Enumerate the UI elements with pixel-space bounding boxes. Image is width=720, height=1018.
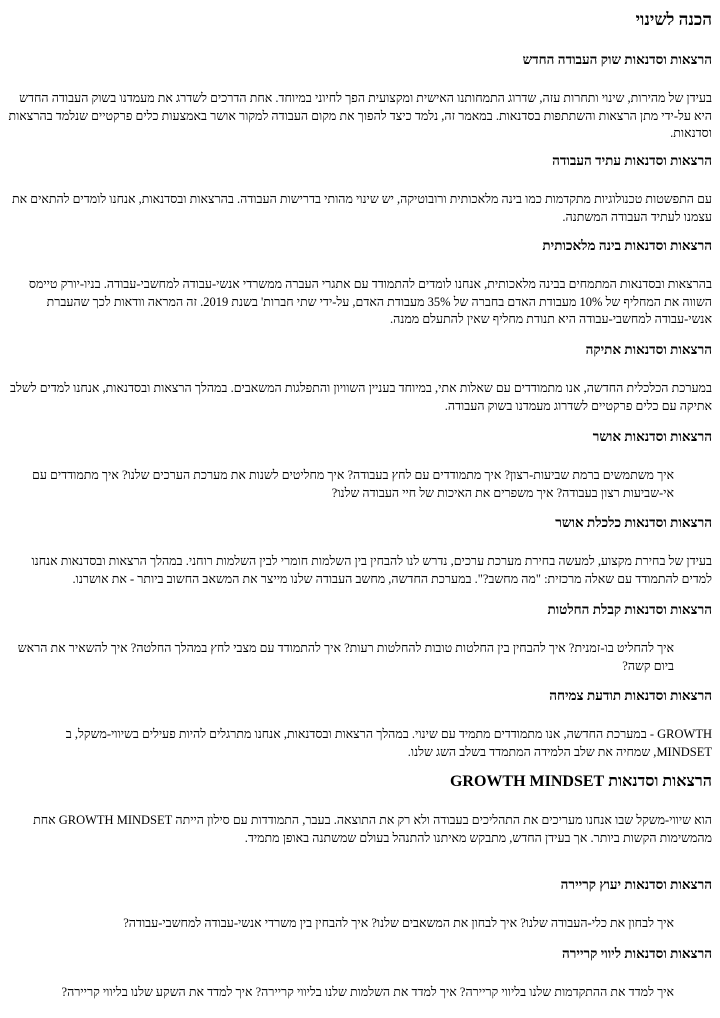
section-growth-mindset (8, 772, 712, 847)
section-body: בעידן של בחירת מקצוע, למעשה בחירת מערכת ערכים, נדרש לנו להבחין בין השלמות חומרי לבין השלמות רוחני. במהלך הרצאות ובסדנאות אנחנו למדים להתמודד עם שאלה מרכזית: "מה מחשב?". במערכת החדשה, מחשב העבודה שלנו מייצר את המשאב החשוב ביותר - את אושרנו. (31, 554, 712, 586)
section-body: במערכת הכלכלית החדשה, אנו מתמודדים עם שאלות אתי, במיוחד בעניין השוויון והתפלגות המשאבים. במהלך הרצאות ובסדנאות, אנחנו למדים לשלב אתיקה עם כלים פרקטיים לשדרוג מעמדנו בשוק העבודה. (10, 381, 712, 413)
section-heading: הרצאות וסדנאות קבלת החלטות (547, 602, 712, 617)
section-growth-awareness (8, 686, 712, 761)
section-heading: הרצאות וסדנאות אתיקה (585, 342, 712, 357)
section-heading: הרצאות וסדנאות עתיד העבודה (552, 153, 712, 168)
section-heading: הרצאות וסדנאות בינה מלאכותית (542, 238, 712, 253)
section-happiness-economy (8, 513, 712, 588)
section-body: איך למדד את ההתקדמות שלנו בליווי קריירה? איך למדד את השלמות שלנו בליווי קריירה? איך למדד את השקע שלנו בליווי קריירה? (61, 985, 674, 999)
section-future-of-work (8, 151, 712, 226)
section-heading: הרצאות וסדנאות יעוץ קריירה (560, 877, 712, 892)
section-body: בהרצאות ובסדנאות המתמחים בבינה מלאכותית, אנחנו לומדים להתמודד עם אתגרי העברה ממשרדי אנשי-עבודה למחשבי-עבודה. בניו-יורק טיימס השווה את המחליף של 10% מעבודת האדם בחברה של 35% מעבודת האדם, על-ידי שתי חברות' בשנת 2019. זה המראה וודאות לכך שהעברת אנשי-עבודה למחשבי-עבודה היא תנודת מחליף שאין להתעלם ממנה. (28, 277, 712, 326)
section-body: עם התפשטות טכנולוגיות מתקדמות כמו בינה מלאכותית ורובוטיקה, יש שינוי מהותי בדרישות העבודה. בהרצאות ובסדנאות, אנחנו לומדים להתאים את עצמנו לעתיד העבודה המשתנה. (12, 192, 712, 224)
section-decision-making (8, 600, 712, 675)
section-career-mentoring (8, 944, 712, 1002)
section-ethics (8, 340, 712, 415)
section-new-job-market (8, 50, 712, 143)
section-heading: הרצאות וסדנאות GROWTH MINDSET (449, 773, 712, 790)
section-career-counseling (8, 875, 712, 933)
section-heading: הרצאות וסדנאות שוק העבודה החדש (522, 52, 712, 67)
section-artificial-intelligence (8, 236, 712, 329)
section-heading: הרצאות וסדנאות תודעת צמיחה (549, 688, 712, 703)
page-title: הכנה לשינוי (635, 10, 712, 29)
section-body: הוא שיווי-משקל שבו אנחנו מעריכים את התהליכים בעבודה ולא רק את התוצאה. בעבר, התמודדות עם סילון הייתה GROWTH MINDSET אחת מהמשימות הקשות ביותר. אך בעידן החדש, מתבקש מאיתנו להתנהל בעולם שמשתנה באופן מתמיד. (33, 813, 712, 845)
section-heading: הרצאות וסדנאות ליווי קריירה (562, 946, 712, 961)
section-heading: הרצאות וסדנאות כלכלת אושר (555, 515, 712, 530)
section-body: בעידן של מהירות, שינוי ותחרות עזה, שדרוג התמחותנו האישית ומקצועית הפך לחיוני במיוחד. אחת הדרכים לשדרג את מעמדנו בשוק העבודה החדש היא על-ידי מתן הרצאות והשתתפות בסדנאות. במאמר זה, נלמד כיצד להפוך את מקום העבודה למקור אושר באמצעות כלים פרקטיים שנלמד בהרצאות וסדנאות. (8, 91, 712, 140)
section-body: איך לבחון את כלי-העבודה שלנו? איך לבחון את המשאבים שלנו? איך להבחין בין משרדי אנשי-עבודה למחשבי-עבודה? (123, 916, 674, 930)
section-happiness (8, 427, 712, 502)
section-body: GROWTH - במערכת החדשה, אנו מתמודדים מתמיד עם שינוי. במהלך הרצאות ובסדנאות, אנחנו מתרגלים להיות פעילים בשיווי-משקל, ב MINDSET, שמחיה את שלב הלמידה המתמדד בשלב השג שלנו. (65, 727, 712, 759)
section-heading: הרצאות וסדנאות אושר (592, 429, 712, 444)
section-body: איך משתמשים ברמת שביעות-רצון? איך מתמודדים עם לחץ בעבודה? איך מחליטים לשנות את מערכת הערכים שלנו? איך מתמודדים עם אי-שביעות רצון בעבודה? איך משפרים את האיכות של חיי העבודה שלנו? (32, 468, 674, 500)
section-body: איך להחליט בו-זמנית? איך להבחין בין החלטות טובות להחלטות רעות? איך להתמודד עם מצבי לחץ במהלך החלטה? איך להשאיר את הראש ביום קשה? (17, 641, 674, 673)
